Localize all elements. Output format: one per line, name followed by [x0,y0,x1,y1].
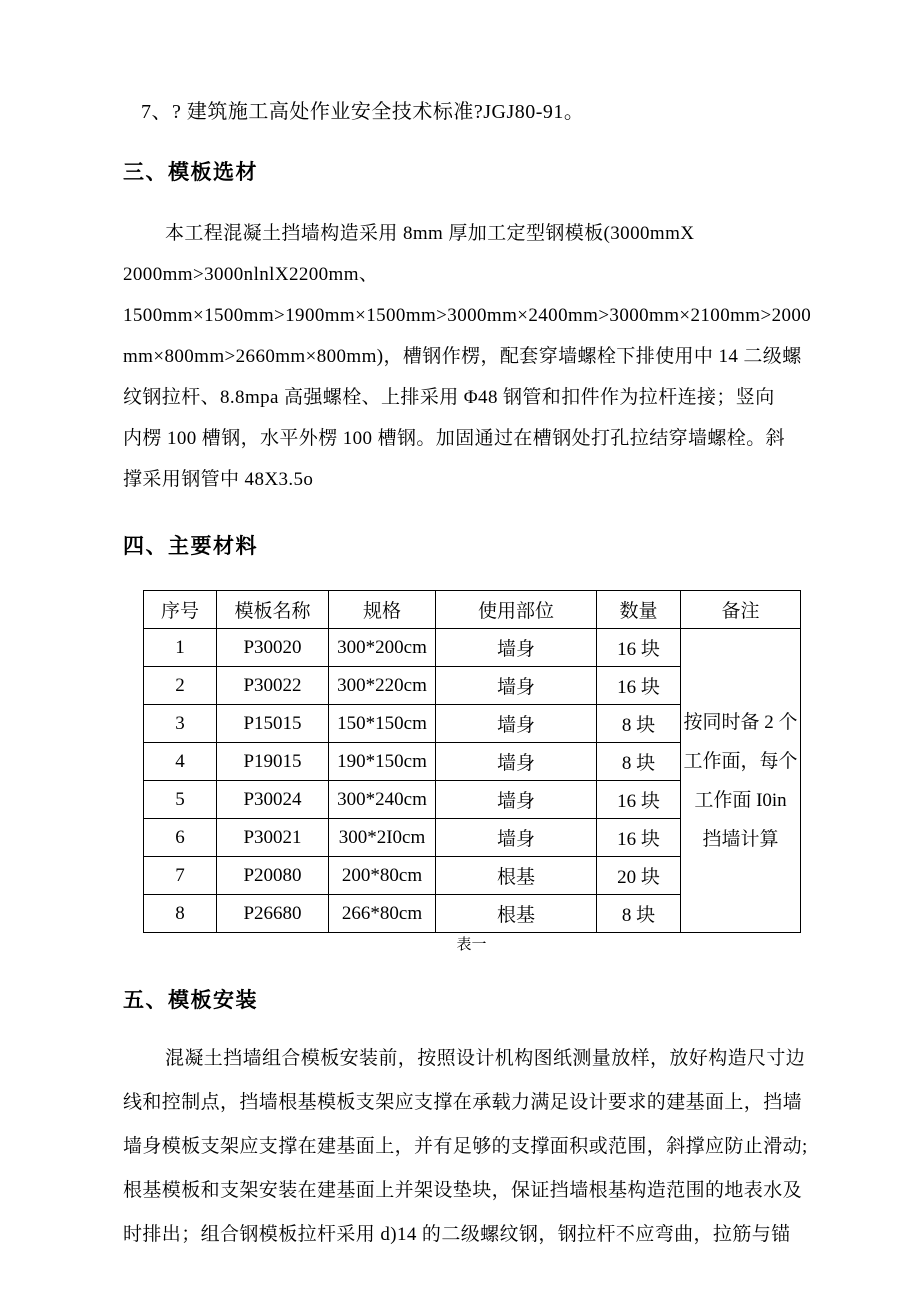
table-cell: 4 [144,743,217,781]
table-cell: 300*200cm [329,629,436,667]
table-cell: 8 块 [597,743,681,781]
table-cell: 190*150cm [329,743,436,781]
table-cell: 墙身 [436,705,597,743]
table-cell: 墙身 [436,629,597,667]
table-remark-cell [681,629,801,933]
table-cell: 8 块 [597,895,681,933]
table-cell: 墙身 [436,667,597,705]
table-cell: 墙身 [436,743,597,781]
table-cell: 16 块 [597,781,681,819]
text-line: 工作面 I0in [694,789,787,811]
text-line: 时排出；组合钢模板拉杆采用 d)14 的二级螺纹钢，钢拉杆不应弯曲，拉筋与锚 [123,1224,791,1245]
table-cell: 根基 [436,895,597,933]
materials-table-header-row [144,591,801,629]
text-line: mm×800mm>2660mm×800mm)，槽钢作楞，配套穿墙螺栓下排使用中 14 二级螺 [123,346,802,367]
table-cell: 16 块 [597,667,681,705]
table-header-cell: 规格 [329,591,436,629]
paragraph-formwork-selection [123,213,812,500]
text-line: 撑采用钢管中 48X3.5o [123,469,314,490]
heading-section-5: 五、模板安装 [123,989,258,1012]
text-line: 根基模板和支架安装在建基面上并架设垫块，保证挡墙根基构造范围的地表水及 [123,1180,803,1201]
table-cell: P30024 [217,781,329,819]
heading-section-3: 三、模板选材 [123,161,258,184]
table-cell: 根基 [436,857,597,895]
table-cell: 5 [144,781,217,819]
heading-section-4: 四、主要材料 [123,535,258,558]
text-line: 工作面，每个 [683,750,798,772]
table-cell: 3 [144,705,217,743]
table-cell: P26680 [217,895,329,933]
table-header-cell: 模板名称 [217,591,329,629]
table-cell: 8 块 [597,705,681,743]
text-line: 墙身模板支架应支撑在建基面上，并有足够的支撑面积或范围，斜撑应防止滑动; [123,1136,808,1157]
table-cell: 150*150cm [329,705,436,743]
text-line: 内楞 100 槽钢，水平外楞 100 槽钢。加固通过在槽钢处打孔拉结穿墙螺栓。斜 [123,428,786,449]
table-header-cell: 数量 [597,591,681,629]
table-cell: 200*80cm [329,857,436,895]
table-cell: 300*220cm [329,667,436,705]
text-line: 挡墙计算 [702,828,779,850]
table-cell: 8 [144,895,217,933]
text-line: 本工程混凝土挡墙构造采用 8mm 厚加工定型钢模板(3000mmX [165,223,695,244]
table-cell: 墙身 [436,781,597,819]
text-line: 线和控制点，挡墙根基模板支架应支撑在承载力满足设计要求的建基面上，挡墙 [123,1092,803,1113]
table-cell: 300*2I0cm [329,819,436,857]
table-cell: 16 块 [597,629,681,667]
table-cell: 7 [144,857,217,895]
table-row [144,629,801,667]
table-cell: P15015 [217,705,329,743]
table-cell: P30022 [217,667,329,705]
table-cell: 20 块 [597,857,681,895]
materials-table [143,590,801,933]
text-line: 纹钢拉杆、8.8mpa 高强螺栓、上排采用 Φ48 钢管和扣件作为拉杆连接；竖向 [123,387,775,408]
table-cell: 墙身 [436,819,597,857]
table-cell: 266*80cm [329,895,436,933]
table-cell: 2 [144,667,217,705]
text-line: 混凝土挡墙组合模板安装前，按照设计机构图纸测量放样，放好构造尺寸边 [165,1048,806,1069]
table-cell: P19015 [217,743,329,781]
table-header-cell: 使用部位 [436,591,597,629]
paragraph-formwork-installation [123,1037,808,1257]
table-cell: P30020 [217,629,329,667]
text-line: 按同时备 2 个 [683,711,798,733]
table-caption: 表一 [456,937,487,953]
table-cell: 1 [144,629,217,667]
materials-table-body [144,629,801,933]
table-header-cell: 序号 [144,591,217,629]
list-item-7: 7、? 建筑施工高处作业安全技术标准?JGJ80-91。 [141,101,585,123]
table-cell: 6 [144,819,217,857]
table-header-cell: 备注 [681,591,801,629]
table-cell: 300*240cm [329,781,436,819]
table-cell: P20080 [217,857,329,895]
text-line: 2000mm>3000nlnlX2200mm、 [123,264,379,285]
table-cell: 16 块 [597,819,681,857]
table-cell: P30021 [217,819,329,857]
text-line: 1500mm×1500mm>1900mm×1500mm>3000mm×2400mm>3000mm×2100mm>2000 [123,305,812,326]
